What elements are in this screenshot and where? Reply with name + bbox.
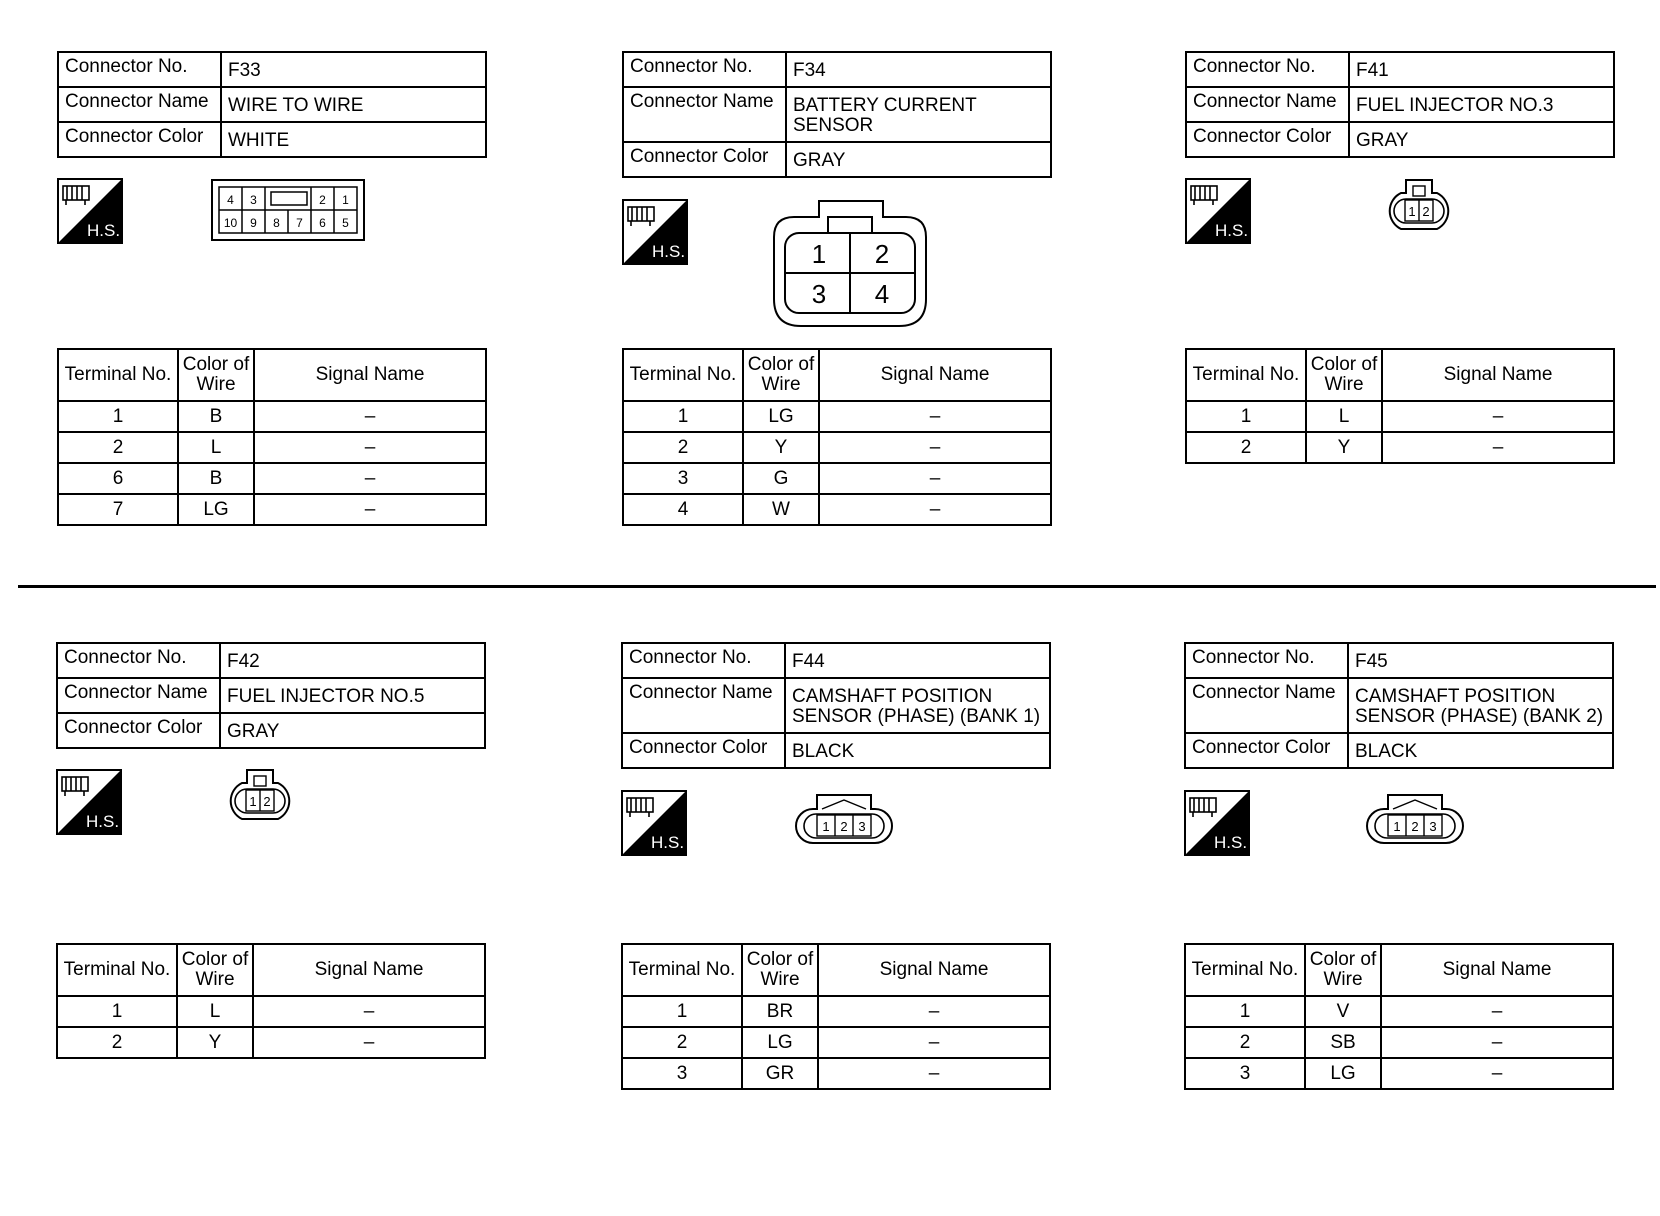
- terminal-no-header: Terminal No.: [57, 944, 177, 996]
- connector-face-diagram: [771, 199, 929, 329]
- connector-name-line1: CAMSHAFT POSITION: [1355, 686, 1556, 707]
- connector-name-line1: BATTERY CURRENT: [793, 95, 977, 116]
- connector-name-line1: CAMSHAFT POSITION: [792, 686, 993, 707]
- connector-color-value: GRAY: [786, 142, 1051, 177]
- signal-name-header: Signal Name: [253, 944, 485, 996]
- terminal-table: [622, 348, 1052, 526]
- table-row: [1186, 401, 1614, 432]
- wire-color: L: [177, 996, 253, 1027]
- connector-no-label: Connector No.: [622, 643, 785, 678]
- connector-color-label: Connector Color: [1186, 122, 1349, 157]
- table-row: [1185, 1058, 1613, 1089]
- connector-color-label: Connector Color: [57, 713, 220, 748]
- wire-color: B: [178, 401, 254, 432]
- wire-color-header-line1: Color of: [746, 949, 814, 970]
- signal-name: –: [1382, 432, 1614, 463]
- terminal-no: 3: [1185, 1058, 1305, 1089]
- terminal-no: 4: [623, 494, 743, 525]
- connector-name-label: Connector Name: [58, 87, 221, 122]
- wire-color-header-line2: Wire: [195, 969, 235, 990]
- connector-name-line2: SENSOR (PHASE) (BANK 1): [792, 706, 1041, 727]
- signal-name: –: [819, 401, 1051, 432]
- signal-name: –: [254, 401, 486, 432]
- pin-label: 2: [840, 819, 848, 834]
- terminal-no-header: Terminal No.: [58, 349, 178, 401]
- terminal-no: 1: [1186, 401, 1306, 432]
- connector-name-label: Connector Name: [1186, 87, 1349, 122]
- connector-name-label: Connector Name: [622, 678, 785, 733]
- terminal-no: 3: [623, 463, 743, 494]
- connector-color-label: Connector Color: [58, 122, 221, 157]
- connector-name-label: Connector Name: [623, 87, 786, 142]
- signal-name: –: [818, 1027, 1050, 1058]
- terminal-table: [57, 348, 487, 526]
- wire-color-header-line1: Color of: [747, 354, 815, 375]
- connector-info-table: [621, 642, 1051, 769]
- wire-color-header: [743, 349, 819, 401]
- connector-color-value: GRAY: [1349, 122, 1614, 157]
- table-row: [623, 463, 1051, 494]
- pin-label: 6: [319, 216, 326, 230]
- table-row: [58, 401, 486, 432]
- wire-color-header-line2: Wire: [1324, 374, 1364, 395]
- connector-color-value: GRAY: [220, 713, 485, 748]
- wire-color: L: [1306, 401, 1382, 432]
- wire-color: LG: [743, 401, 819, 432]
- wire-color: Y: [1306, 432, 1382, 463]
- connector-info-table: [1184, 642, 1614, 769]
- pin-label: 1: [249, 794, 257, 809]
- connector-name-value: [786, 87, 1051, 142]
- terminal-no: 2: [622, 1027, 742, 1058]
- connector-color-value: BLACK: [785, 733, 1050, 768]
- connector-no-label: Connector No.: [1186, 52, 1349, 87]
- harness-side-icon: [622, 199, 688, 265]
- wire-color: L: [178, 432, 254, 463]
- wire-color: LG: [742, 1027, 818, 1058]
- wire-color-header-line1: Color of: [1309, 949, 1377, 970]
- table-row: [1185, 1027, 1613, 1058]
- terminal-no: 2: [57, 1027, 177, 1058]
- hs-label: H.S.: [1214, 833, 1248, 852]
- wire-color: G: [743, 463, 819, 494]
- table-row: [623, 494, 1051, 525]
- terminal-no: 7: [58, 494, 178, 525]
- connector-no-value: F44: [785, 643, 1050, 678]
- connector-name-value: [220, 678, 485, 713]
- wire-color: BR: [742, 996, 818, 1027]
- pin-label: 3: [858, 819, 866, 834]
- wire-color: Y: [743, 432, 819, 463]
- connector-color-label: Connector Color: [623, 142, 786, 177]
- connector-name-label: Connector Name: [57, 678, 220, 713]
- connector-name-value: [1349, 87, 1614, 122]
- table-row: [57, 996, 485, 1027]
- wire-color-header: [177, 944, 253, 996]
- connector-color-value: WHITE: [221, 122, 486, 157]
- wire-color: Y: [177, 1027, 253, 1058]
- signal-name: –: [819, 463, 1051, 494]
- wire-color-header-line1: Color of: [181, 949, 249, 970]
- signal-name-header: Signal Name: [818, 944, 1050, 996]
- wire-color-header-line2: Wire: [760, 969, 800, 990]
- table-row: [58, 494, 486, 525]
- terminal-no: 1: [1185, 996, 1305, 1027]
- connector-no-value: F42: [220, 643, 485, 678]
- connector-panel-f33: [57, 51, 527, 571]
- connector-no-label: Connector No.: [1185, 643, 1348, 678]
- hs-label: H.S.: [651, 833, 685, 852]
- table-row: [622, 1058, 1050, 1089]
- connector-name-line1: WIRE TO WIRE: [228, 95, 364, 116]
- pin-label: 1: [822, 819, 830, 834]
- wire-color-header: [742, 944, 818, 996]
- connector-name-value: [1348, 678, 1613, 733]
- table-row: [57, 1027, 485, 1058]
- table-row: [1186, 432, 1614, 463]
- terminal-no: 1: [623, 401, 743, 432]
- connector-color-label: Connector Color: [1185, 733, 1348, 768]
- pin-label: 1: [342, 193, 349, 207]
- table-row: [622, 996, 1050, 1027]
- pin-label: 1: [1408, 204, 1416, 219]
- wire-color: W: [743, 494, 819, 525]
- connector-info-table: [622, 51, 1052, 178]
- signal-name: –: [254, 494, 486, 525]
- pin-label: 7: [296, 216, 303, 230]
- wire-color: SB: [1305, 1027, 1381, 1058]
- connector-no-value: F34: [786, 52, 1051, 87]
- connector-face-diagram: [222, 767, 298, 823]
- pin-label: 3: [250, 193, 257, 207]
- terminal-no: 2: [1186, 432, 1306, 463]
- pin-label: 1: [811, 239, 827, 269]
- wire-color-header-line2: Wire: [1323, 969, 1363, 990]
- pin-label: 10: [223, 216, 238, 230]
- signal-name-header: Signal Name: [1381, 944, 1613, 996]
- connector-no-value: F33: [221, 52, 486, 87]
- terminal-no: 1: [58, 401, 178, 432]
- pin-label: 5: [342, 216, 349, 230]
- signal-name: –: [819, 494, 1051, 525]
- connector-name-line1: FUEL INJECTOR NO.5: [227, 686, 425, 707]
- signal-name: –: [819, 432, 1051, 463]
- wire-color: LG: [1305, 1058, 1381, 1089]
- terminal-no-header: Terminal No.: [623, 349, 743, 401]
- harness-side-icon: [1184, 790, 1250, 856]
- connector-panel-f44: [621, 642, 1091, 1162]
- connector-face-diagram: [211, 179, 365, 241]
- terminal-table: [1185, 348, 1615, 464]
- wire-color: LG: [178, 494, 254, 525]
- connector-no-value: F45: [1348, 643, 1613, 678]
- connector-panel-f41: [1185, 51, 1655, 571]
- connector-name-value: [221, 87, 486, 122]
- section-divider: [18, 585, 1656, 588]
- terminal-no: 2: [1185, 1027, 1305, 1058]
- pin-label: 2: [1411, 819, 1419, 834]
- table-row: [622, 1027, 1050, 1058]
- wire-color: V: [1305, 996, 1381, 1027]
- connector-name-line1: FUEL INJECTOR NO.3: [1356, 95, 1554, 116]
- pin-label: 4: [227, 193, 234, 207]
- connector-color-value: BLACK: [1348, 733, 1613, 768]
- terminal-no: 1: [622, 996, 742, 1027]
- pin-label: 3: [811, 279, 827, 309]
- table-row: [623, 401, 1051, 432]
- connector-no-label: Connector No.: [57, 643, 220, 678]
- signal-name: –: [254, 463, 486, 494]
- connector-color-label: Connector Color: [622, 733, 785, 768]
- connector-face-diagram: [795, 789, 893, 847]
- connector-face-diagram: [1381, 177, 1457, 233]
- connector-panel-f34: [622, 51, 1092, 571]
- signal-name-header: Signal Name: [254, 349, 486, 401]
- connector-no-value: F41: [1349, 52, 1614, 87]
- signal-name: –: [253, 1027, 485, 1058]
- connector-no-label: Connector No.: [623, 52, 786, 87]
- signal-name: –: [253, 996, 485, 1027]
- harness-side-icon: [621, 790, 687, 856]
- signal-name-header: Signal Name: [1382, 349, 1614, 401]
- pin-label: 1: [1393, 819, 1401, 834]
- wire-color-header-line1: Color of: [182, 354, 250, 375]
- terminal-table: [621, 943, 1051, 1090]
- pin-label: 2: [874, 239, 890, 269]
- signal-name: –: [818, 996, 1050, 1027]
- connector-name-line2: SENSOR (PHASE) (BANK 2): [1355, 706, 1604, 727]
- wire-color-header: [178, 349, 254, 401]
- terminal-no-header: Terminal No.: [622, 944, 742, 996]
- table-row: [58, 432, 486, 463]
- connector-info-table: [56, 642, 486, 749]
- connector-name-value: [785, 678, 1050, 733]
- pin-label: 4: [874, 279, 890, 309]
- wire-color-header-line1: Color of: [1310, 354, 1378, 375]
- hs-label: H.S.: [1215, 221, 1249, 240]
- table-row: [58, 463, 486, 494]
- terminal-no: 2: [623, 432, 743, 463]
- signal-name: –: [1381, 1027, 1613, 1058]
- connector-panel-f42: [56, 642, 526, 1162]
- hs-label: H.S.: [86, 812, 120, 831]
- terminal-no: 6: [58, 463, 178, 494]
- terminal-table: [1184, 943, 1614, 1090]
- signal-name: –: [818, 1058, 1050, 1089]
- connector-face-diagram: [1366, 789, 1464, 847]
- signal-name: –: [1381, 996, 1613, 1027]
- table-row: [623, 432, 1051, 463]
- wire-color: GR: [742, 1058, 818, 1089]
- pin-label: 2: [1422, 204, 1430, 219]
- signal-name: –: [254, 432, 486, 463]
- wire-color-header: [1306, 349, 1382, 401]
- terminal-no: 3: [622, 1058, 742, 1089]
- connector-no-label: Connector No.: [58, 52, 221, 87]
- signal-name: –: [1382, 401, 1614, 432]
- terminal-table: [56, 943, 486, 1059]
- connector-name-label: Connector Name: [1185, 678, 1348, 733]
- hs-label: H.S.: [652, 242, 686, 261]
- wire-color-header: [1305, 944, 1381, 996]
- connector-panel-f45: [1184, 642, 1654, 1162]
- connector-name-line2: SENSOR: [793, 115, 874, 136]
- wire-color: B: [178, 463, 254, 494]
- terminal-no: 1: [57, 996, 177, 1027]
- signal-name-header: Signal Name: [819, 349, 1051, 401]
- connector-info-table: [1185, 51, 1615, 158]
- hs-label: H.S.: [87, 221, 121, 240]
- pin-label: 2: [263, 794, 271, 809]
- terminal-no-header: Terminal No.: [1186, 349, 1306, 401]
- wire-color-header-line2: Wire: [196, 374, 236, 395]
- harness-side-icon: [56, 769, 122, 835]
- pin-label: 9: [250, 216, 257, 230]
- wire-color-header-line2: Wire: [761, 374, 801, 395]
- pin-label: 2: [319, 193, 326, 207]
- pin-label: 8: [273, 216, 280, 230]
- signal-name: –: [1381, 1058, 1613, 1089]
- terminal-no-header: Terminal No.: [1185, 944, 1305, 996]
- connector-info-table: [57, 51, 487, 158]
- table-row: [1185, 996, 1613, 1027]
- terminal-no: 2: [58, 432, 178, 463]
- harness-side-icon: [1185, 178, 1251, 244]
- harness-side-icon: [57, 178, 123, 244]
- pin-label: 3: [1429, 819, 1437, 834]
